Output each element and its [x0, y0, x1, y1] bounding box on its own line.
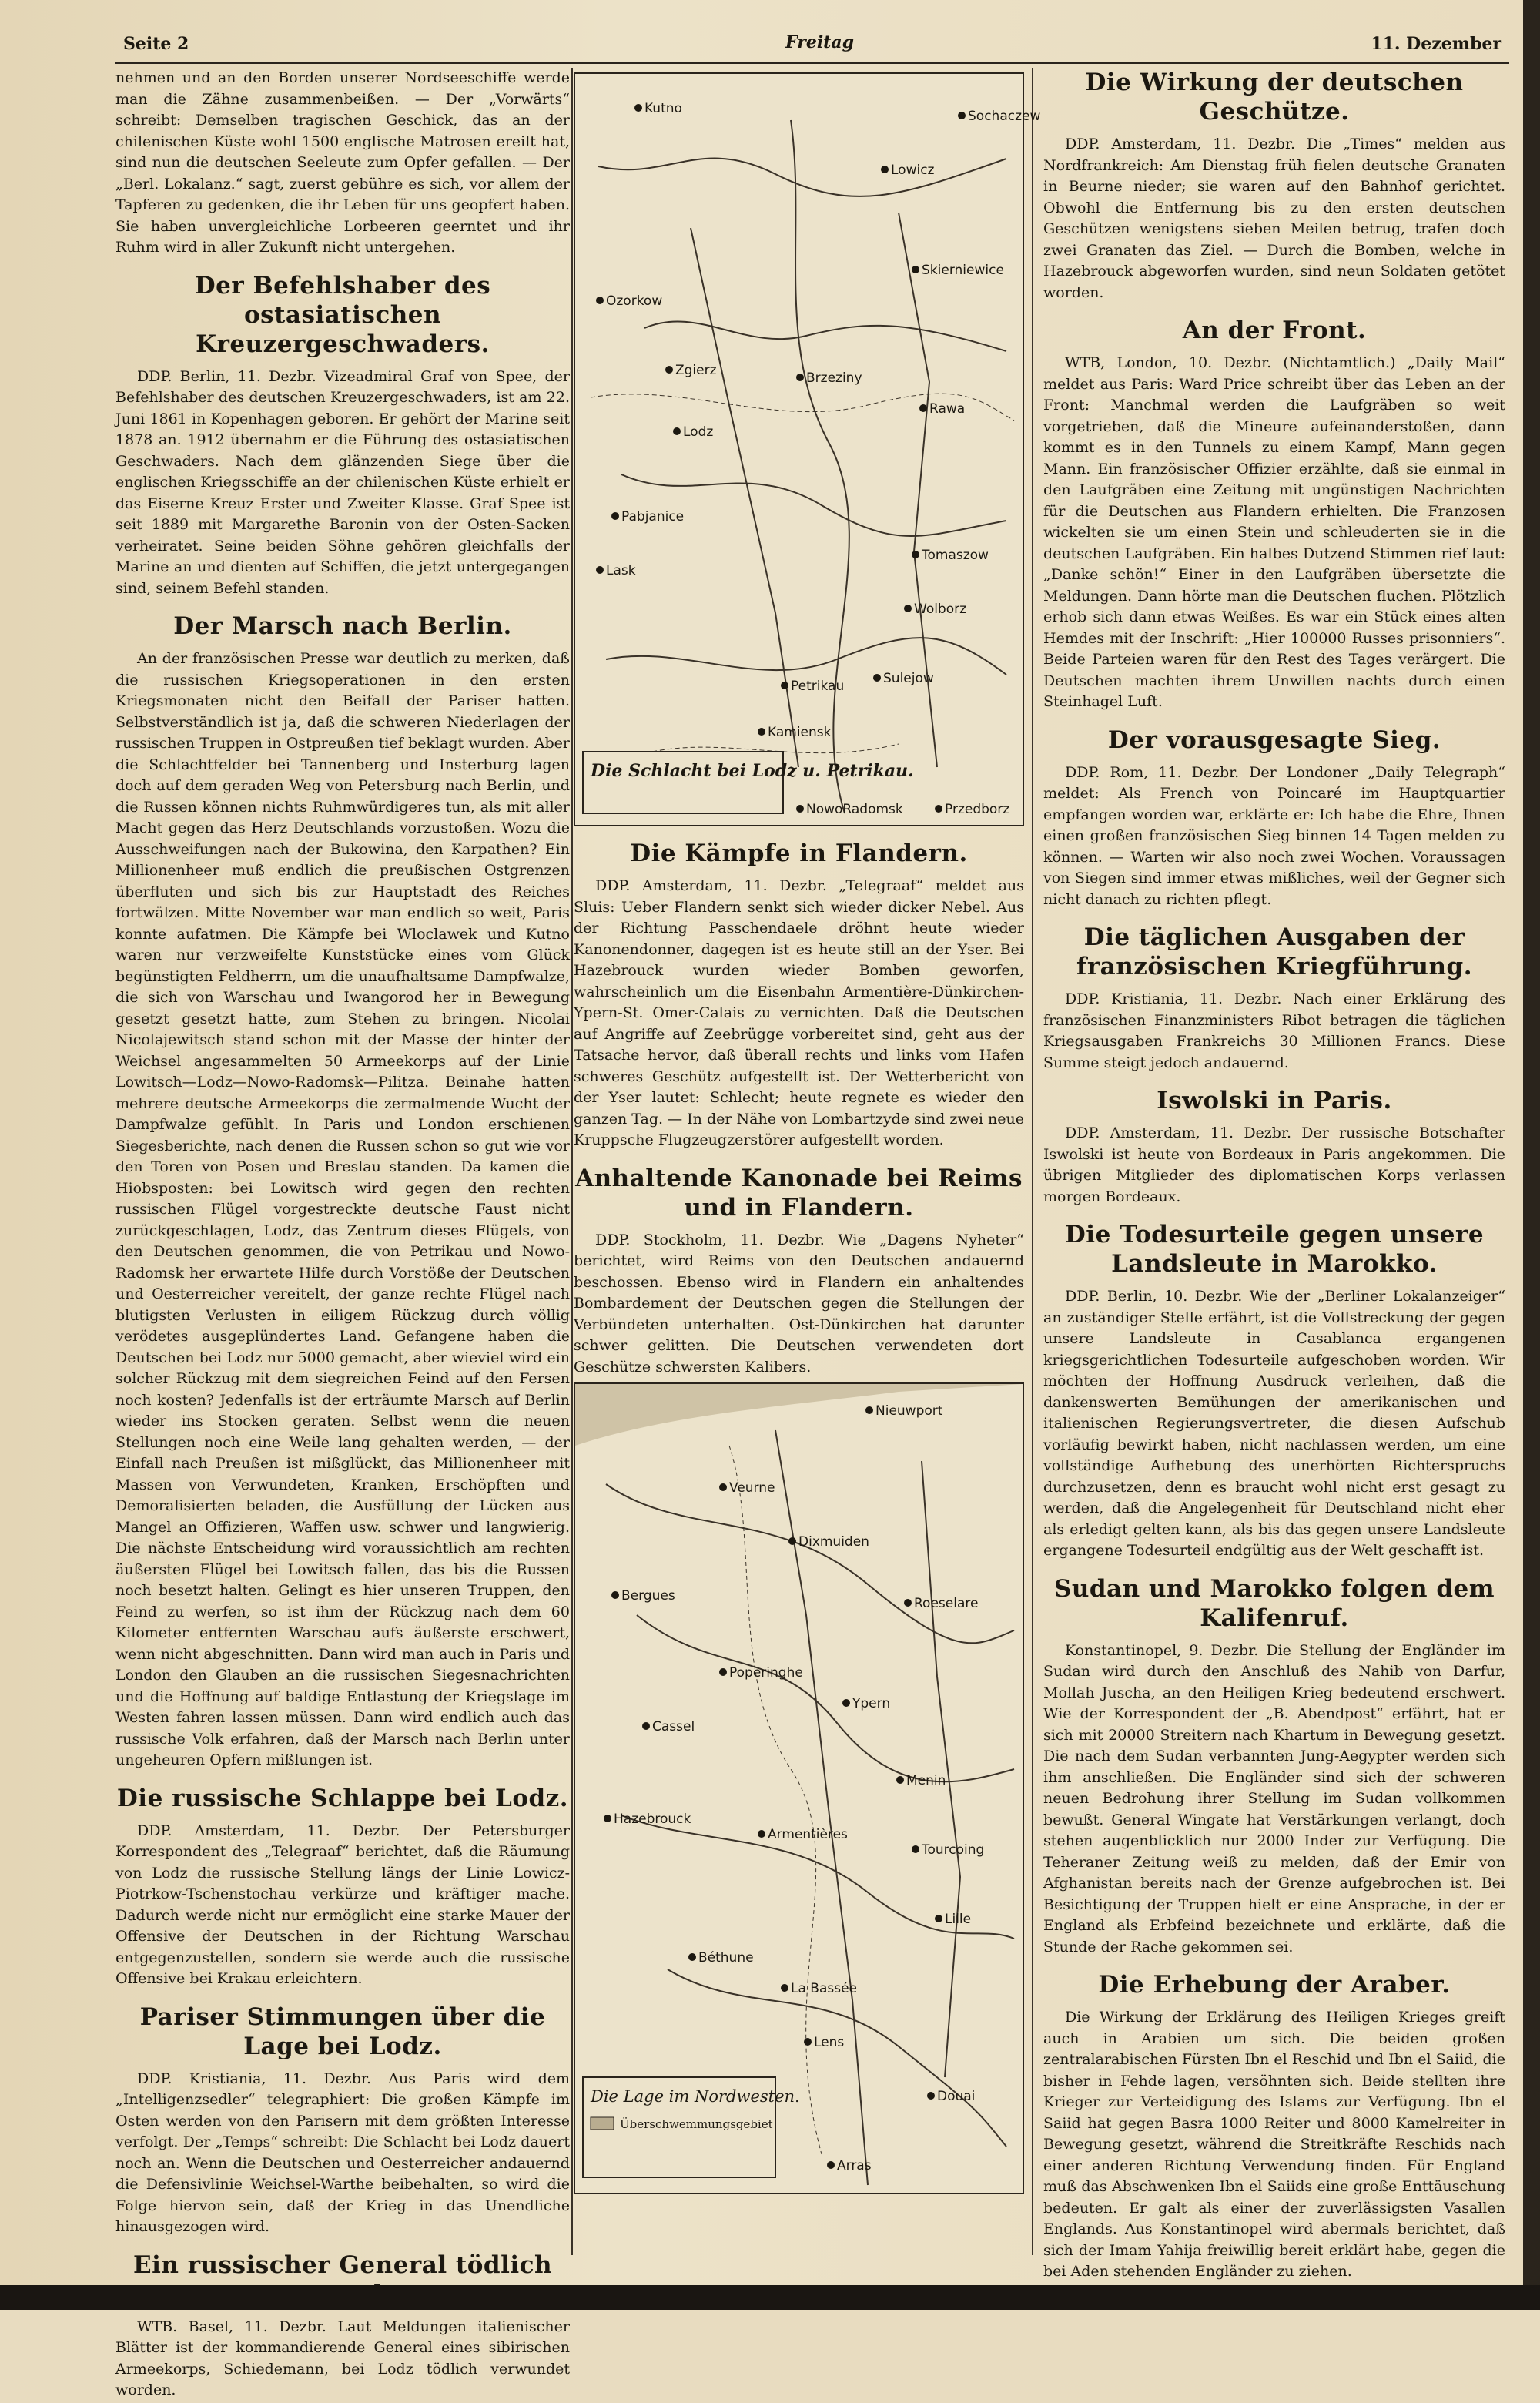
map-place-label: Poperinghe	[729, 1665, 803, 1681]
map-place-marker	[604, 1815, 611, 1822]
map-place-marker	[719, 1483, 727, 1491]
weekday: Freitag	[785, 32, 854, 52]
article-continuation: nehmen und an den Borden unserer Nordseeschiffe werde man die Zähne zusammenbeißen. — Der „Vorwärts“ schreibt: Demselben tragischen Geschick, das an der chilenischen Küste wohl 1500 englische Matrosen ereilt hat, sind nun die deutschen Seeleute zum Opfer gefallen. — Der „Berl. Lokalanz.“ sagt, zuerst gebühre es sich, vor allem der Tapferen zu gedenken, die ihr Leben für uns geopfert haben. Sie haben unvergleichliche Lorbeeren geerntet und ihr Ruhm wird in aller Zukunft nicht untergehen.	[116, 69, 570, 256]
map-caption: Die Schlacht bei Lodz u. Petrikau.	[591, 761, 914, 781]
map-place-marker	[927, 2092, 935, 2100]
map-place-marker	[788, 1537, 796, 1545]
book-spine	[1523, 0, 1540, 2310]
headline: Anhaltende Kanonade bei Reims und in Flandern.	[575, 1164, 1023, 1222]
map-lodz	[574, 72, 1041, 826]
map-place-marker	[596, 297, 604, 304]
map-place-label: Skierniewice	[922, 263, 1004, 278]
headline: Der vorausgesagte Sieg.	[1107, 726, 1441, 754]
article-body: DDP. Amsterdam, 11. Dezbr. Der russische Botschafter Iswolski ist heute von Bordeaux in Paris angekommen. Die übrigen Mitglieder des diplomatischen Korps verlassen morgen Bordeaux.	[1043, 1124, 1505, 1205]
map-place-label: Lens	[814, 2035, 845, 2050]
article-body: DDP. Amsterdam, 11. Dezbr. Die „Times“ melden aus Nordfrankreich: Am Dienstag früh fielen deutsche Granaten in Beurne nieder; sie waren auf den Bahnhof gerichtet. Obwohl die Entfernung bis zu den ersten deutschen Geschützen wenigstens sieben Meilen betrug, trafen doch zwei Granaten das Ziel. — Durch die Bomben, welche in Hazebrouck abgeworfen wurden, sind neun Soldaten getötet worden.	[1043, 136, 1505, 301]
map-place-label: Przedborz	[945, 802, 1010, 817]
map-place-label: Roeselare	[914, 1596, 979, 1611]
map-place-marker	[665, 366, 673, 374]
page-number: Seite 2	[123, 34, 189, 54]
article-body: DDP. Berlin, 10. Dezbr. Wie der „Berliner Lokalanzeiger“ an zuständiger Stelle erfährt, ist die Vollstreckung der gegen unsere Landsleute in Casablanca ergangenen kriegsgerichtlichen Todesurteile aufgeschoben worden. Wir möchten der Hoffnung Ausdruck verleihen, daß die dankenswerten Bemühungen der amerikanischen und italienischen Regierungsvertreter, die diesen Aufschub vorläufig bewirkt haben, nicht nachlassen werden, um eine vollständige Aufhebung des unerhörten Richterspruchs durchzusetzen, denn es braucht wohl nicht erst gesagt zu werden, daß die Angelegenheit für Deutschland nicht eher als erledigt gelten kann, als bis das gegen unsere Landsleute ergangene Todesurteil endgültig aus der Welt geschafft ist.	[1043, 1288, 1505, 1559]
map-place-marker	[935, 1915, 942, 1922]
map-place-marker	[896, 1776, 904, 1784]
map-place-marker	[796, 805, 804, 813]
issue-date: 11. Dezember	[1371, 34, 1502, 54]
map-place-marker	[881, 166, 889, 173]
map-place-marker	[642, 1722, 650, 1730]
map-place-label: Bergues	[621, 1588, 675, 1604]
map-place-marker	[912, 551, 919, 558]
map-place-marker	[958, 112, 966, 119]
map-place-label: Veurne	[729, 1480, 775, 1496]
map-place-label: Zgierz	[675, 363, 717, 378]
headline: Der Marsch nach Berlin.	[173, 612, 512, 640]
map-place-marker	[804, 2038, 812, 2046]
map-place-marker	[758, 1830, 765, 1838]
map-place-label: Arras	[837, 2158, 872, 2173]
headline: Die russische Schlappe bei Lodz.	[116, 1784, 569, 1812]
headline: Pariser Stimmungen über die Lage bei Lodz.	[139, 2002, 546, 2060]
map-place-marker	[919, 404, 927, 412]
map-place-label: NowoRadomsk	[806, 802, 903, 817]
headline: Die täglichen Ausgaben der französischen Kriegführung.	[1076, 923, 1472, 980]
map-place-label: Armentières	[768, 1827, 848, 1842]
map-place-label: Dixmuiden	[798, 1534, 869, 1550]
map-place-marker	[827, 2161, 835, 2169]
map-place-label: Sulejow	[883, 671, 934, 686]
headline: An der Front.	[1182, 317, 1367, 344]
map-place-marker	[842, 1699, 850, 1707]
article-body: DDP. Stockholm, 11. Dezbr. Wie „Dagens Nyheter“ berichtet, wird Reims von den Deutschen andauernd beschossen. Ebenso wird in Flandern ein anhaltendes Bombardement der Deutschen gegen die Stellungen der Verbündeten unterhalten. Ost-Dünkirchen hat darunter schwer gelitten. Die Deutschen verwendeten dort Geschütze schwersten Kalibers.	[574, 1231, 1024, 1376]
page-bottom-edge	[0, 2285, 1540, 2310]
map-place-marker	[611, 1591, 619, 1599]
map-place-label: Kamiensk	[768, 725, 832, 740]
map-place-marker	[611, 512, 619, 520]
map-place-label: Hazebrouck	[614, 1811, 691, 1827]
map-place-marker	[596, 566, 604, 574]
headline: Die Erhebung der Araber.	[1098, 1971, 1451, 1999]
map-place-label: Lowicz	[891, 163, 935, 178]
article-body: DDP. Amsterdam, 11. Dezbr. „Telegraaf“ meldet aus Sluis: Ueber Flandern senkt sich wieder dicker Nebel. Aus der Richtung Passchendaele dröhnt heute wieder Kanonendonner, dagegen ist es heute still an der Yser. Bei Hazebrouck wurden wieder Bomben geworfen, wahrscheinlich um die Eisenbahn Armentière-Dünkirchen-Ypern-St. Omer-Calais zu vernichten. Daß die Deutschen auf Angriffe auf Zeebrügge vorbereitet sind, geht aus der Tatsache hervor, daß überall rechts und links vom Hafen schweres Geschütz aufgestellt ist. Der Wetterbericht von der Yser lautet: Schlecht; heute regnete es wieder den ganzen Tag. — In der Nähe von Lombartzyde sind zwei neue Kruppsche Flugzeugzerstörer aufgestellt worden.	[574, 877, 1024, 1148]
map-place-label: Lille	[945, 1912, 972, 1927]
map-legend: Überschwemmungsgebiet	[620, 2117, 773, 2131]
map-place-label: Béthune	[698, 1950, 754, 1966]
map-place-marker	[912, 1845, 919, 1853]
map-place-marker	[904, 605, 912, 612]
map-place-label: Lask	[606, 563, 636, 578]
map-place-label: Sochaczew	[968, 109, 1041, 124]
map-place-marker	[781, 682, 788, 689]
map-flanders-drawing	[575, 1384, 1023, 2190]
article-body: Konstantinopel, 9. Dezbr. Die Stellung der Engländer im Sudan wird durch den Anschluß des Nahib von Darfur, Mollah Juscha, an den Heiligen Krieg bedeutend erschwert. Wie der Korrespondent der „B. Abendpost“ erfährt, hat er sich mit 20000 Streitern nach Khartum in Bewegung gesetzt. Die nach dem Sudan verbannten Jung-Aegypter werden sich ihm anschließen. Die Engländer sind sich der schweren neuen Bedrohung ihrer Stellung im Sudan vollkommen bewußt. General Wingate hat Verstärkungen verlangt, doch stehen augenblicklich nur 2000 Inder zur Verfügung. Die Teheraner Zeitung weiß zu melden, daß der Emir von Afghanistan bereits nach der Grenze aufgebrochen ist. Bei Besichtigung der Truppen hielt er eine Ansprache, in der er England als Erbfeind bezeichnete und erklärte, daß die Stunde der Rache gekommen sei.	[1043, 1641, 1505, 1956]
headline: Die Todesurteile gegen unsere Landsleute in Marokko.	[1064, 1221, 1485, 1278]
column-2	[574, 68, 1041, 2200]
article-body: WTB. Basel, 11. Dezbr. Laut Meldungen italienischer Blätter ist der kommandierende General eines sibirischen Armeekorps, Schiedemann, bei Lodz tödlich verwundet worden.	[116, 2318, 570, 2398]
map-place-label: Rawa	[929, 401, 966, 417]
article-body: DDP. Kristiania, 11. Dezbr. Nach einer Erklärung des französischen Finanzministers Ribot betragen die täglichen Kriegsausgaben Frankreichs 30 Millionen Francs. Diese Summe steigt jedoch andauernd.	[1043, 990, 1505, 1071]
map-place-marker	[781, 1984, 788, 1992]
article-body: DDP. Rom, 11. Dezbr. Der Londoner „Daily Telegraph“ meldet: Als French von Poincaré im Hauptquartier empfangen worden war, erklärte er: Ich habe die Ehre, Ihnen einen großen französischen Sieg binnen 14 Tagen melden zu können. — Warten wir also noch zwei Wochen. Voraussagen von Siegen sind immer etwas mißliches, weil der Gegner sich nicht danach zu richten pflegt.	[1043, 763, 1505, 908]
column-rule	[1032, 68, 1033, 2255]
map-lodz-drawing	[575, 74, 1041, 822]
map-place-marker	[873, 674, 881, 682]
map-place-marker	[865, 1406, 873, 1414]
map-caption: Die Lage im Nordwesten.	[591, 2087, 800, 2106]
headline: Die Kämpfe in Flandern.	[630, 840, 968, 867]
headline: Iswolski in Paris.	[1157, 1087, 1392, 1114]
column-rule	[571, 68, 573, 2255]
map-place-label: Lodz	[683, 424, 714, 440]
article-body: DDP. Kristiania, 11. Dezbr. Aus Paris wird dem „Intelligenzsedler“ telegraphiert: Die großen Kämpfe im Osten werden von den Parisern mit dem größten Interesse verfolgt. Der „Temps“ schreibt: Die Schlacht bei Lodz dauert noch an. Wenn die Deutschen und Oesterreicher andauernd die Defensivlinie Weichsel-Warthe beibehalten, so wird die Folge hiervon sein, daß der Krieg in das Unendliche hinausgezogen wird.	[116, 2070, 570, 2235]
map-place-label: Ypern	[852, 1696, 891, 1711]
map-place-marker	[673, 427, 681, 435]
page-header	[116, 31, 1509, 64]
map-place-label: Douai	[937, 2089, 976, 2104]
headline: Die Wirkung der deutschen Geschütze.	[1085, 69, 1464, 126]
headline: Ein russischer General tödlich	[132, 2251, 553, 2279]
map-flanders	[574, 1382, 1024, 2194]
map-place-marker	[912, 266, 919, 273]
map-place-marker	[634, 104, 642, 112]
map-place-marker	[719, 1668, 727, 1676]
map-place-label: Menin	[906, 1773, 946, 1788]
map-place-label: Kutno	[644, 101, 682, 116]
map-place-label: Pabjanice	[621, 509, 685, 525]
article-body: Die Wirkung der Erklärung des Heiligen Krieges greift auch in Arabien um sich. Die beiden großen zentralarabischen Fürsten Ibn el Reschid und Ibn el Saiid, die bisher in Fehde lagen, versöhnten sich. Beide stellten ihre Krieger zur Verteidigung des Islams zur Verfügung. Ibn el Saiid hat gegen Basra 1000 Reiter und 8000 Kamelreiter in Bewegung gesetzt, während die Streitkräfte Reschids nach einer anderen Richtung Verwendung finden. Für England muß das Abschwenken Ibn el Saiids eine große Enttäuschung bedeuten. Er galt als einer der zuverlässigsten Vasallen Englands. Aus Konstantinopel wird abermals berichtet, daß sich der Imam Yahija freiwillig bereit erklärt habe, gegen die bei Aden stehenden Engländer zu ziehen.	[1043, 2009, 1505, 2280]
map-place-marker	[688, 1953, 696, 1961]
map-place-label: Cassel	[652, 1719, 695, 1734]
map-place-label: Brzeziny	[806, 370, 862, 386]
map-place-label: Tomaszow	[922, 548, 989, 563]
map-place-marker	[904, 1599, 912, 1607]
map-place-label: Nieuwport	[875, 1403, 943, 1419]
map-place-marker	[796, 374, 804, 381]
map-place-label: Tourcoing	[922, 1842, 985, 1858]
headline: Der Befehlshaber des ostasiatischen Kreuzergeschwaders.	[194, 271, 491, 358]
column-1	[116, 68, 570, 2403]
headline: Sudan und Marokko folgen dem Kalifenruf.	[1053, 1574, 1495, 1632]
map-place-label: Petrikau	[791, 679, 845, 694]
map-place-label: La Bassée	[791, 1981, 858, 1996]
article-body: An der französischen Presse war deutlich zu merken, daß die russischen Kriegsoperationen in den ersten Kriegsmonaten nicht den Beifall der Pariser hatten. Selbstverständlich ist ja, daß die schweren Niederlagen der russischen Truppen in Ostpreußen tief beklagt wurden. Aber die Schlachtfelder bei Tannenberg und Insterburg lagen doch auf dem geraden Weg von Petersburg nach Berlin, und die Russen können nichts Ruhmwürdigeres tun, als mit aller Macht gegen das Herz Deutschlands vorzustoßen. Wozu die Ausschweifungen nach der Bukowina, den Karpathen? Ein Millionenheer muß endlich die preußischen Ostgrenzen überfluten und sich bis zur Hauptstadt des Reiches fortwälzen. Mitte November war man endlich so weit, Paris konnte aufatmen. Die Kämpfe bei Wloclawek und Kutno waren nur verzweifelte Kunststücke eines vom Glück begünstigten Feldherrn, um die unaufhaltsame Dampfwalze, die sich von Warschau und Iwangorod her in Bewegung gesetzt gesetzt hatte, zum Stehen zu bringen. Nicolai Nicolajewitsch stand schon mit der Masse der hinter der Weichsel angesammelten 50 Armeekorps auf der Linie Lowitsch—Lodz—Nowo-Radomsk—Pilitza. Beinahe hatten mehrere deutsche Armeekorps die zermalmende Wucht der Dampfwalze gefühlt. In Paris und London erschienen Siegesberichte, nach denen die Russen schon so gut wie vor den Toren von Posen und Breslau standen. Da kamen die Hiobsposten: bei Lowitsch wird gegen den rechten russischen Flügel vorgestreckte deutsche Faust nicht zurückgeschlagen, Lodz, das Zentrum dieses Flügels, von den Deutschen genommen, die von Petrikau und Nowo-Radomsk her erwartete Hilfe durch Vorstöße der Deutschen und Oesterreicher vereitelt, der ganze rechte Flügel nach blutigsten Verlusten in eiligem Rückzug durch völlig verödetes ausgeplündertes Land. Gefangene haben die Deutschen bei Lodz nur 5000 gemacht, aber wieviel wird ein solcher Rückzug mit dem siegreichen Feind auf den Fersen noch kosten? Jedenfalls ist der erträumte Marsch auf Berlin wieder ins Stocken geraten. Selbst wenn die neuen Stellungen noch eine Weile lang gehalten werden, — der Einfall nach Preußen ist mißglückt, das Millionenheer mit Massen von Verwundeten, Kranken, Erschöpften und Demoralisierten beladen, die Ausfüllung der Lücken aus Mangel an Offizieren, Waffen usw. schwer und langwierig. Die nächste Entscheidung wird voraussichtlich am rechten äußersten Flügel bei Lowitsch fallen, das bis die Russen noch besetzt halten. Gelingt es hier unseren Truppen, den Feind zu werfen, so ist ihm der Rückzug nach dem 60 Kilometer entfernten Warschau aufs äußerste erschwert, wenn nicht abgeschnitten. Dann wird man auch in Paris und London den Glauben an die russischen Siegesnachrichten und die Hoffnung auf baldige Entlastung der Kriegslage im Westen fahren lassen müssen. Dann wird endlich auch das russische Volk erfahren, daß der Marsch nach Berlin unter ungeheuren Opfern mißlungen ist.	[116, 650, 570, 1768]
article-body: WTB, London, 10. Dezbr. (Nichtamtlich.) „Daily Mail“ meldet aus Paris: Ward Price schreibt über das Leben an der Front: Manchmal werden die Laufgräben so weit vorgetrieben, daß die Mineure aufeinanderstoßen, dann kommt es in den Tunnels zu einem Kampf, Mann gegen Mann. Ein französischer Offizier erzählte, daß sie einmal in den Laufgräben eine Zeitung mit ungünstigen Nachrichten für die Deutschen aus Flandern erhielten. Die Franzosen wickelten sie um einen Stein und schleuderten sie in die deutschen Laufgräben. Ein halbes Dutzend Stimmen rief laut: „Danke schön!“ Einer in den Laufgräben übersetzte die Meldungen. Dann hörte man die Deutschen fluchen. Plötzlich erhob sich dann etwas Weißes. Es war ein Stück eines alten Hemdes mit der Inschrift: „Hier 100000 Russes prisonniers“. Beide Parteien waren für den Rest des Tages verärgert. Die Deutschen machten ihrem Unwillen nachts durch einen Steinhagel Luft.	[1043, 354, 1505, 710]
article-body: DDP. Amsterdam, 11. Dezbr. Der Petersburger Korrespondent des „Telegraaf“ berichtet, daß die Räumung von Lodz die russische Stellung längs der Linie Lowicz-Piotrkow-Tschenstochau verkürze und kräftiger mache. Dadurch werde nicht nur ermöglicht eine starke Mauer der Offensive der Deutschen in der Richtung Warschau entgegenzustellen, sondern sie werde auch die russische Offensive bei Krakau erleichtern.	[116, 1822, 570, 1987]
map-place-marker	[935, 805, 942, 813]
map-place-marker	[758, 728, 765, 736]
article-body: DDP. Berlin, 11. Dezbr. Vizeadmiral Graf von Spee, der Befehlshaber des deutschen Kreuzergeschwaders, ist am 22. Juni 1861 in Kopenhagen geboren. Er gehört der Marine seit 1878 an. 1912 übernahm er die Führung des ostasiatischen Geschwaders. Nach dem glänzenden Siege über die englischen Kriegsschiffe an der chilenischen Küste erhielt er das Eiserne Kreuz Erster und Zweiter Klasse. Graf Spee ist seit 1889 mit Margarethe Baronin von der Osten-Sacken verheiratet. Seine beiden Söhne gehören gleichfalls der Marine an und dienten auf Schiffen, die jetzt untergegangen sind, seinem Befehl standen.	[116, 367, 570, 597]
column-3	[1043, 68, 1505, 2284]
map-place-label: Ozorkow	[606, 293, 663, 309]
map-place-label: Wolborz	[914, 602, 967, 617]
